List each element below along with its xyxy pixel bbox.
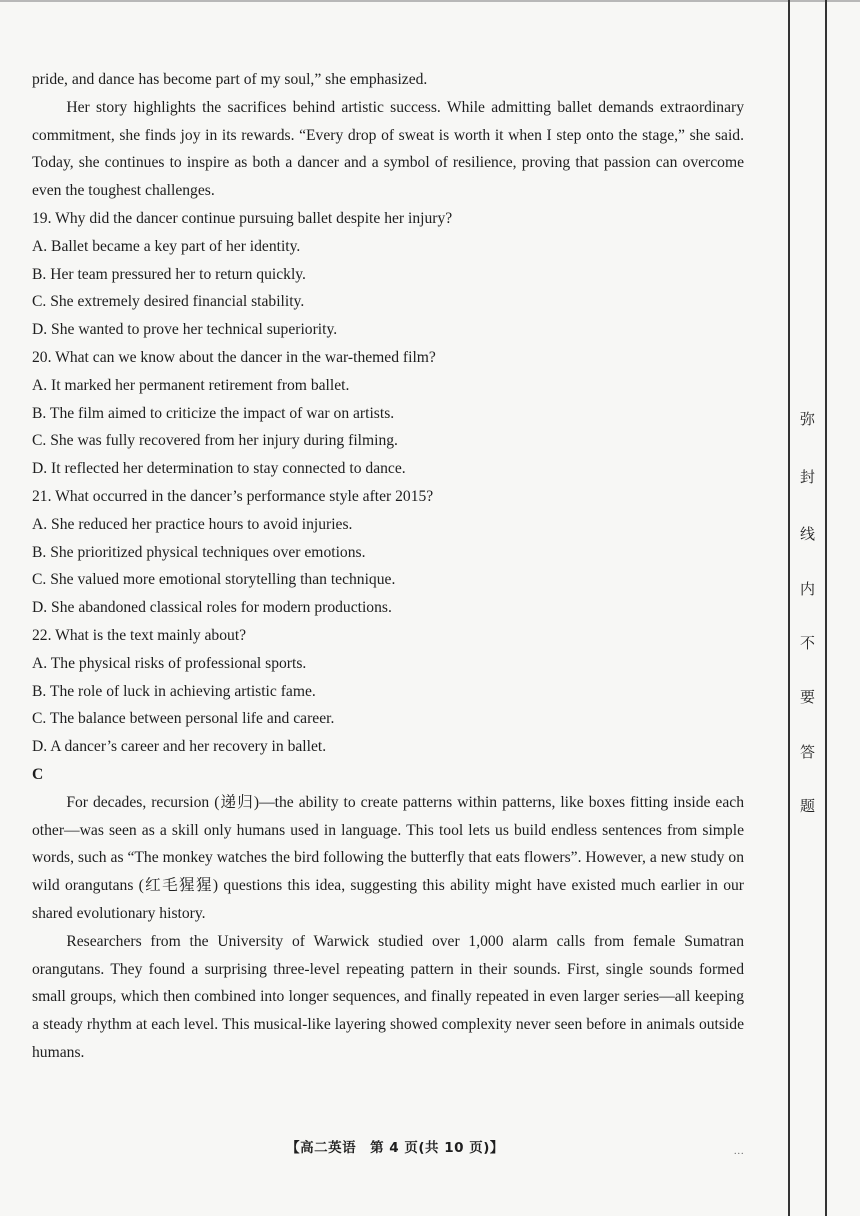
- question-stem: 22. What is the text mainly about?: [32, 626, 247, 644]
- question-19: [32, 205, 744, 344]
- option-c: C. She valued more emotional storytelling than technique.: [32, 571, 396, 589]
- passage-b-paragraph: Her story highlights the sacrifices behind artistic success. While admitting ballet demands extraordinary commitment, she finds joy in its rewards. “Every drop of sweat is worth it when I step onto the stage,” she said. Today, she continues to inspire as both a dancer and a symbol of resilience, proving that passion can overcome even the toughest challenges.: [32, 98, 744, 200]
- question-stem: 21. What occurred in the dancer’s performance style after 2015?: [32, 487, 434, 505]
- option-a: A. The physical risks of professional sports.: [32, 654, 307, 672]
- passage-c-paragraph-2: Researchers from the University of Warwick studied over 1,000 alarm calls from female Sumatran orangutans. They found a surprising three-level repeating pattern in their sounds. First, single sounds formed small groups, which then combined into longer sequences, and finally repeated in even larger series—all keeping a steady rhythm at each level. This musical-like layering showed complexity never seen before in animals outside humans.: [32, 932, 744, 1061]
- binding-char: 不: [799, 634, 815, 652]
- question-22: [32, 622, 744, 761]
- top-border-line: [0, 0, 860, 2]
- page-footer: 【高二英语 第 4 页(共 10 页)】: [286, 1140, 504, 1156]
- option-b: B. The role of luck in achieving artistic fame.: [32, 682, 316, 700]
- option-d: D. She abandoned classical roles for modern productions.: [32, 599, 392, 617]
- question-stem: 19. Why did the dancer continue pursuing ballet despite her injury?: [32, 209, 453, 227]
- option-a: A. She reduced her practice hours to avoid injuries.: [32, 515, 353, 533]
- exam-page-content: [32, 66, 744, 1067]
- binding-char: 题: [799, 797, 815, 815]
- option-c: C. She extremely desired financial stability.: [32, 293, 305, 311]
- question-21: [32, 483, 744, 622]
- binding-char: 内: [799, 580, 815, 598]
- passage-b-paragraph-end: pride, and dance has become part of my soul,” she emphasized.: [32, 71, 428, 88]
- question-20: [32, 344, 744, 483]
- option-d: D. It reflected her determination to stay connected to dance.: [32, 460, 406, 478]
- footer-dots: ...: [734, 1146, 745, 1157]
- option-c: C. The balance between personal life and career.: [32, 710, 335, 728]
- option-a: A. Ballet became a key part of her identity.: [32, 237, 301, 255]
- option-b: B. She prioritized physical techniques over emotions.: [32, 543, 366, 561]
- passage-c-paragraph-1: For decades, recursion (递归)—the ability to create patterns within patterns, like boxes fitting inside each other—was seen as a skill only humans used in language. This tool lets us build endless sentences from simple words, such as “The monkey watches the bird following the butterfly that eats flowers”. However, a new study on wild orangutans (红毛猩猩) questions this idea, suggesting this ability might have existed much earlier in our shared evolutionary history.: [32, 793, 744, 922]
- binding-char: 线: [799, 525, 815, 543]
- binding-line-right: [825, 0, 827, 1216]
- binding-char: 要: [799, 688, 815, 706]
- option-b: B. The film aimed to criticize the impact of war on artists.: [32, 404, 395, 422]
- section-heading-c: C: [32, 765, 44, 783]
- seal-line-column: [790, 0, 825, 1216]
- option-d: D. She wanted to prove her technical superiority.: [32, 321, 338, 339]
- binding-char: 答: [799, 743, 815, 761]
- option-b: B. Her team pressured her to return quickly.: [32, 265, 306, 283]
- binding-char: 弥: [799, 410, 815, 428]
- option-c: C. She was fully recovered from her injury during filming.: [32, 432, 398, 450]
- question-stem: 20. What can we know about the dancer in the war-themed film?: [32, 348, 436, 366]
- binding-char: 封: [799, 468, 815, 486]
- option-a: A. It marked her permanent retirement from ballet.: [32, 376, 350, 394]
- option-d: D. A dancer’s career and her recovery in ballet.: [32, 738, 327, 756]
